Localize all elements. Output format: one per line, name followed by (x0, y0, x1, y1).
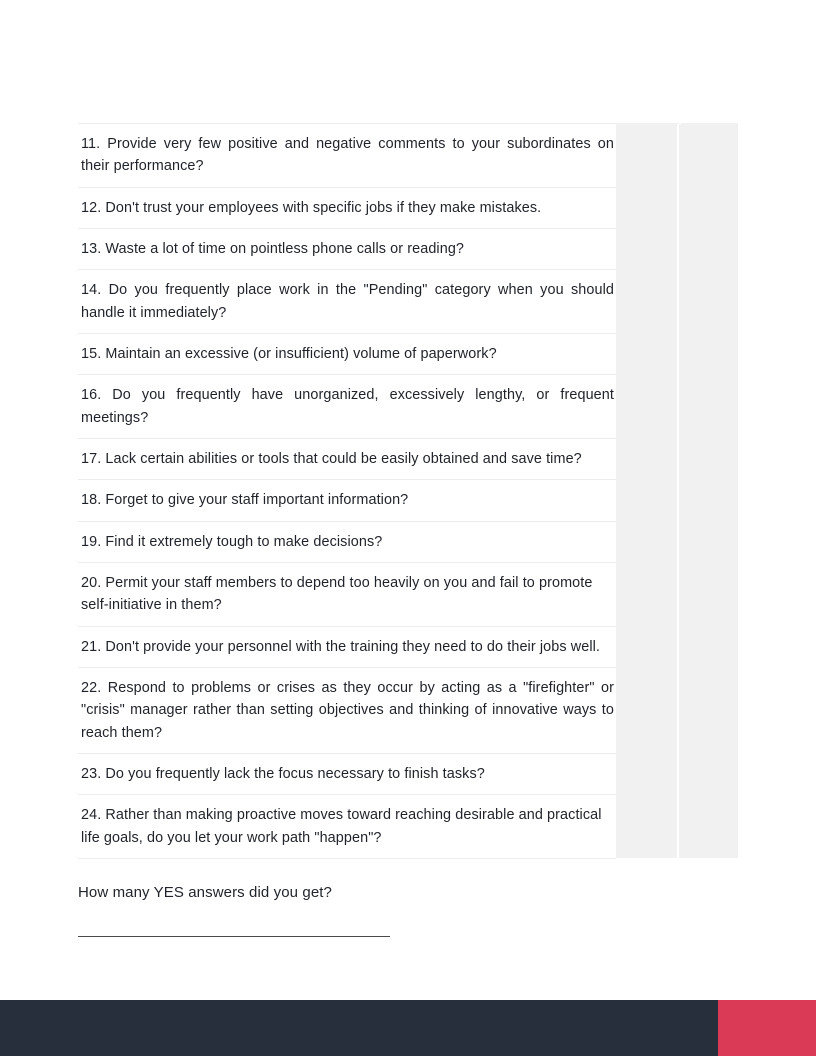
question-text: 24. Rather than making proactive moves toward reaching desirable and practical life goals, do you let your work path "happen"? (81, 807, 602, 846)
no-answer-value (679, 270, 738, 271)
question-cell (78, 626, 616, 667)
yes-answer-value (616, 667, 677, 668)
no-answer-cell[interactable] (678, 795, 738, 859)
no-answer-value (679, 795, 738, 796)
table-row (78, 626, 738, 667)
no-answer-value (679, 562, 738, 563)
question-text: 14. Do you frequently place work in the "Pending" category when you should handle it immediately? (81, 282, 614, 321)
footer-dark-bar (0, 1000, 718, 1056)
yes-answer-value (616, 480, 677, 481)
question-text: 12. Don't trust your employees with specific jobs if they make mistakes. (81, 199, 542, 216)
no-answer-cell[interactable] (678, 667, 738, 753)
yes-answer-value (616, 521, 677, 522)
yes-answer-value (616, 438, 677, 439)
no-answer-cell[interactable] (678, 626, 738, 667)
question-cell (78, 333, 616, 374)
yes-answer-cell[interactable] (616, 626, 678, 667)
no-answer-value (679, 333, 738, 334)
question-cell (78, 375, 616, 439)
yes-answer-value (616, 753, 677, 754)
answer-write-in-line[interactable] (78, 936, 390, 937)
table-row (78, 438, 738, 479)
question-text: 21. Don't provide your personnel with the training they need to do their jobs well. (81, 638, 601, 655)
table-row (78, 753, 738, 794)
no-answer-value (679, 753, 738, 754)
table-row (78, 270, 738, 334)
yes-answer-cell[interactable] (616, 521, 678, 562)
yes-answer-value (616, 228, 677, 229)
yes-answer-value (616, 270, 677, 271)
table-row (78, 795, 738, 859)
table-row (78, 667, 738, 753)
yes-answer-value (616, 333, 677, 334)
no-answer-value (679, 375, 738, 376)
yes-answer-cell[interactable] (616, 270, 678, 334)
yes-answer-cell[interactable] (616, 753, 678, 794)
yes-answer-cell[interactable] (616, 480, 678, 521)
yes-answer-value (616, 375, 677, 376)
closing-question: How many YES answers did you get? (78, 884, 332, 901)
no-answer-cell[interactable] (678, 228, 738, 269)
no-answer-value (679, 187, 738, 188)
footer-accent-block (718, 1000, 816, 1056)
no-answer-value (679, 124, 738, 125)
question-cell (78, 480, 616, 521)
page-footer (0, 1000, 816, 1056)
yes-answer-cell[interactable] (616, 667, 678, 753)
question-text: 23. Do you frequently lack the focus necessary to finish tasks? (81, 765, 485, 782)
yes-answer-cell[interactable] (616, 124, 678, 188)
yes-answer-cell[interactable] (616, 438, 678, 479)
yes-answer-value (616, 187, 677, 188)
no-answer-value (679, 480, 738, 481)
question-text: 18. Forget to give your staff important information? (81, 492, 409, 509)
question-cell (78, 562, 616, 626)
yes-answer-cell[interactable] (616, 333, 678, 374)
question-cell (78, 228, 616, 269)
no-answer-value (679, 228, 738, 229)
no-answer-cell[interactable] (678, 562, 738, 626)
no-answer-cell[interactable] (678, 124, 738, 188)
no-answer-cell[interactable] (678, 375, 738, 439)
yes-answer-cell[interactable] (616, 228, 678, 269)
no-answer-value (679, 667, 738, 668)
table-row (78, 562, 738, 626)
no-answer-cell[interactable] (678, 270, 738, 334)
table-row (78, 124, 738, 188)
yes-answer-cell[interactable] (616, 562, 678, 626)
no-answer-cell[interactable] (678, 480, 738, 521)
question-text: 22. Respond to problems or crises as they occur by acting as a "firefighter" or "crisis" manager rather than setting objectives and thinking of innovative ways to reach them? (81, 679, 614, 741)
no-answer-value (679, 626, 738, 627)
yes-answer-cell[interactable] (616, 375, 678, 439)
yes-answer-cell[interactable] (616, 795, 678, 859)
no-answer-cell[interactable] (678, 521, 738, 562)
yes-answer-cell[interactable] (616, 187, 678, 228)
question-cell (78, 124, 616, 188)
question-text: 17. Lack certain abilities or tools that could be easily obtained and save time? (81, 450, 582, 467)
question-text: 20. Permit your staff members to depend too heavily on you and fail to promote self-initiative in them? (81, 574, 593, 614)
question-cell (78, 521, 616, 562)
yes-answer-value (616, 562, 677, 563)
question-cell (78, 795, 616, 859)
question-text: 16. Do you frequently have unorganized, excessively lengthy, or frequent meetings? (81, 387, 614, 426)
no-answer-value (679, 438, 738, 439)
question-cell (78, 438, 616, 479)
question-cell (78, 270, 616, 334)
yes-answer-value (616, 795, 677, 796)
table-row (78, 187, 738, 228)
yes-answer-value (616, 626, 677, 627)
table-row (78, 375, 738, 439)
question-text: 13. Waste a lot of time on pointless phone calls or reading? (81, 240, 465, 257)
table-row (78, 521, 738, 562)
no-answer-cell[interactable] (678, 438, 738, 479)
no-answer-cell[interactable] (678, 187, 738, 228)
question-cell (78, 667, 616, 753)
question-text: 11. Provide very few positive and negative comments to your subordinates on their performance? (81, 136, 614, 175)
question-text: 19. Find it extremely tough to make decisions? (81, 533, 383, 550)
questionnaire-table (78, 123, 738, 859)
yes-answer-value (616, 124, 677, 125)
question-cell (78, 753, 616, 794)
no-answer-cell[interactable] (678, 753, 738, 794)
table-row (78, 480, 738, 521)
question-cell (78, 187, 616, 228)
table-row (78, 228, 738, 269)
table-row (78, 333, 738, 374)
question-text: 15. Maintain an excessive (or insufficient) volume of paperwork? (81, 345, 497, 362)
no-answer-cell[interactable] (678, 333, 738, 374)
no-answer-value (679, 521, 738, 522)
